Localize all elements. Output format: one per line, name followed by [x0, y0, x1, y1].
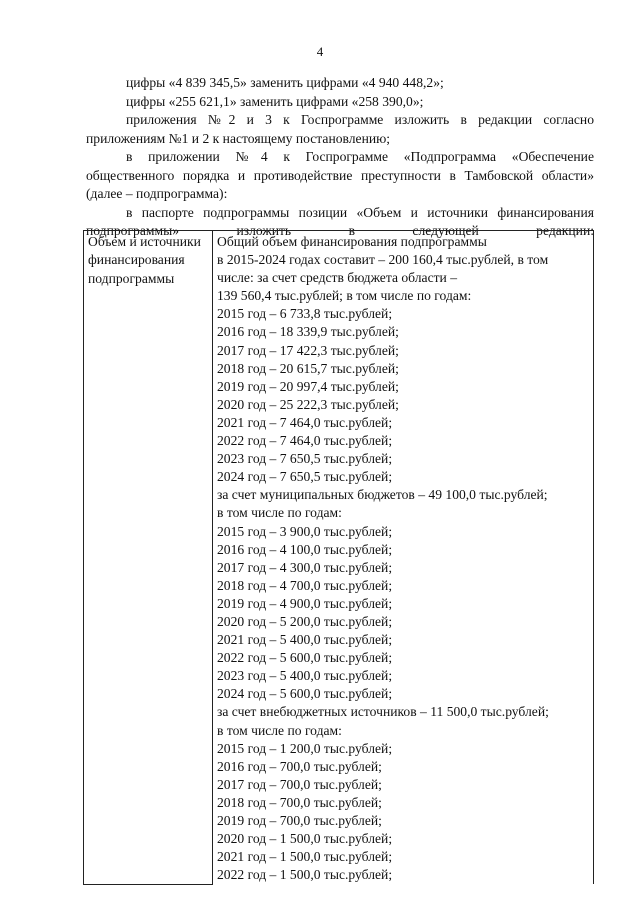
- funding-line: 2018 год – 20 615,7 тыс.рублей;: [217, 360, 399, 376]
- funding-line: 2021 год – 7 464,0 тыс.рублей;: [217, 414, 393, 430]
- funding-line: 2020 год – 25 222,3 тыс.рублей;: [217, 396, 399, 412]
- funding-line: 2022 год – 7 464,0 тыс.рублей;: [217, 433, 393, 449]
- funding-line: в том числе по годам:: [217, 722, 342, 738]
- funding-line: в том числе по годам:: [217, 505, 342, 521]
- intro-paragraph: цифры «4 839 345,5» заменить цифрами «4 940 448,2»;: [126, 75, 444, 90]
- position-label: Объем и источники финансирования подпрограммы: [84, 231, 213, 885]
- table-row: [84, 231, 594, 885]
- intro-paragraph: в паспорте подпрограммы позиции «Объем и источники финансирования подпрограммы» изложить в следующей редакции:: [86, 204, 594, 238]
- funding-line: 2021 год – 1 500,0 тыс.рублей;: [217, 849, 393, 865]
- funding-line: 2017 год – 700,0 тыс.рублей;: [217, 776, 382, 792]
- page-number: 4: [316, 44, 324, 59]
- funding-line: 2017 год – 4 300,0 тыс.рублей;: [217, 559, 393, 575]
- funding-line: 2023 год – 7 650,5 тыс.рублей;: [217, 451, 393, 467]
- intro-paragraph: в приложении №4 к Госпрограмме «Подпрограмма «Обеспечение общественного порядка и противодействие преступности в Тамбовской области» (далее – подпрограмма):: [86, 149, 594, 201]
- funding-line: 2015 год – 1 200,0 тыс.рублей;: [217, 740, 393, 756]
- funding-line: 2024 год – 5 600,0 тыс.рублей;: [217, 686, 393, 702]
- funding-line: 2015 год – 3 900,0 тыс.рублей;: [217, 523, 393, 539]
- funding-line: 2020 год – 1 500,0 тыс.рублей;: [217, 831, 393, 847]
- funding-line: за счет внебюджетных источников – 11 500,0 тыс.рублей;: [217, 704, 549, 720]
- funding-line: 2024 год – 7 650,5 тыс.рублей;: [217, 469, 393, 485]
- funding-line: 2016 год – 4 100,0 тыс.рублей;: [217, 541, 393, 557]
- funding-line: 2018 год – 4 700,0 тыс.рублей;: [217, 577, 393, 593]
- passport-table: [83, 230, 594, 885]
- funding-line: 139 560,4 тыс.рублей; в том числе по годам:: [217, 288, 472, 304]
- funding-line: 2021 год – 5 400,0 тыс.рублей;: [217, 632, 393, 648]
- funding-line: 2022 год – 5 600,0 тыс.рублей;: [217, 650, 393, 666]
- funding-line: 2015 год – 6 733,8 тыс.рублей;: [217, 306, 393, 322]
- funding-line: 2017 год – 17 422,3 тыс.рублей;: [217, 342, 399, 358]
- funding-line: 2019 год – 700,0 тыс.рублей;: [217, 813, 382, 828]
- intro-paragraph: цифры «255 621,1» заменить цифрами «258 390,0»;: [126, 93, 424, 109]
- funding-line: 2018 год – 700,0 тыс.рублей;: [217, 794, 382, 810]
- funding-line: за счет муниципальных бюджетов – 49 100,0 тыс.рублей;: [217, 487, 548, 503]
- funding-content: [213, 231, 594, 885]
- funding-line: 2019 год – 20 997,4 тыс.рублей;: [217, 378, 399, 394]
- funding-line: Общий объем финансирования подпрограммы: [217, 234, 487, 249]
- funding-line: 2019 год – 4 900,0 тыс.рублей;: [217, 595, 393, 611]
- intro-paragraph: приложения №2 и 3 к Госпрограмме изложить в редакции согласно приложениям №1 и 2 к настоящему постановлению;: [86, 112, 594, 146]
- funding-line: в 2015-2024 годах составит – 200 160,4 тыс.рублей, в том: [217, 252, 549, 268]
- funding-line: 2023 год – 5 400,0 тыс.рублей;: [217, 668, 393, 684]
- funding-line: 2016 год – 700,0 тыс.рублей;: [217, 758, 382, 774]
- funding-line: числе: за счет средств бюджета области –: [217, 270, 458, 286]
- funding-line: 2020 год – 5 200,0 тыс.рублей;: [217, 613, 393, 629]
- intro-text: [86, 74, 594, 241]
- funding-line: 2016 год – 18 339,9 тыс.рублей;: [217, 324, 399, 340]
- funding-line: 2022 год – 1 500,0 тыс.рублей;: [217, 867, 393, 883]
